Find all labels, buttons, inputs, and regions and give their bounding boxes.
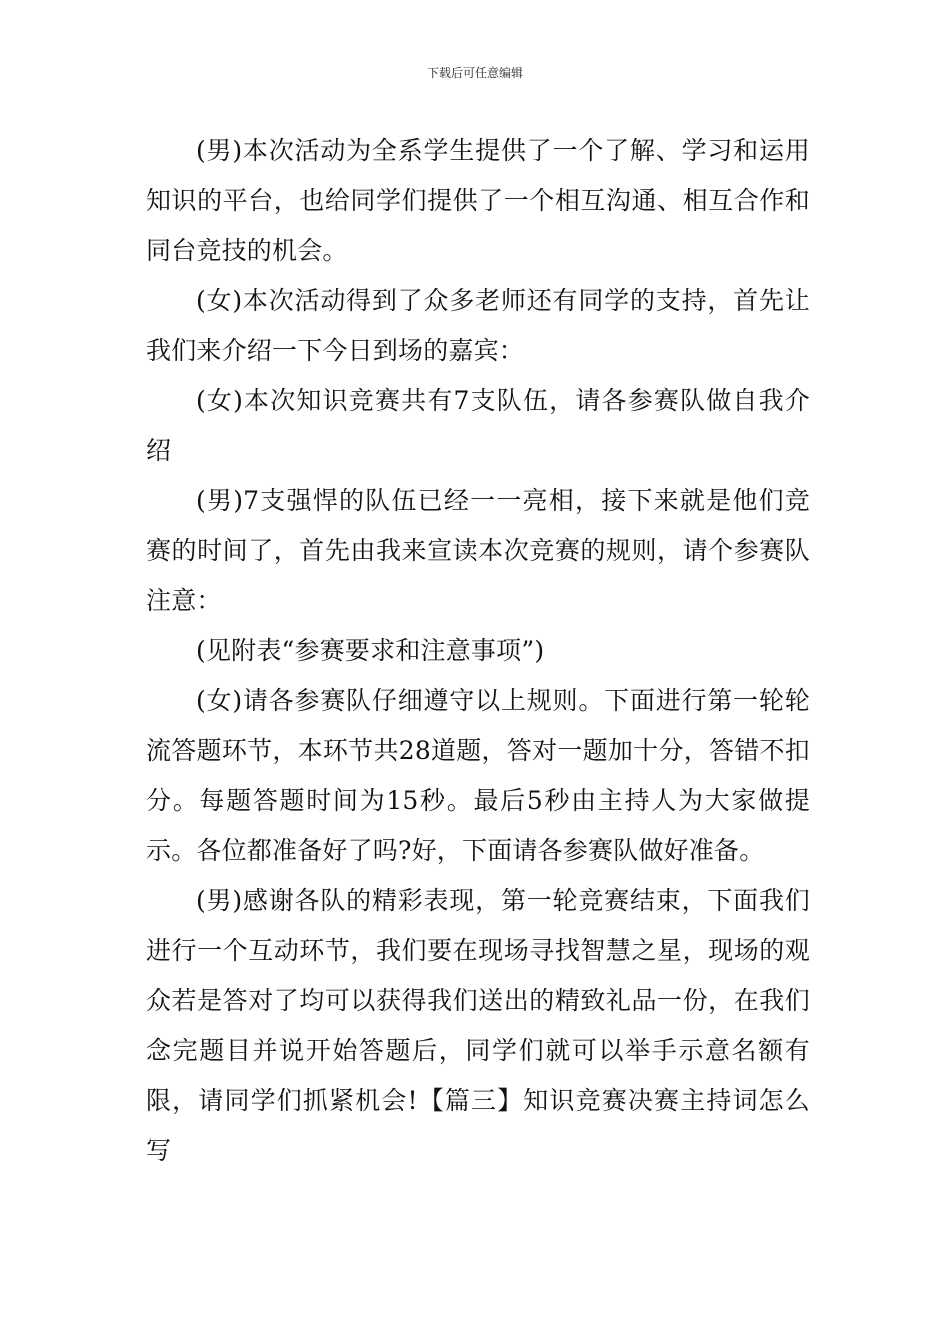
document-body xyxy=(146,126,810,1176)
paragraph-3: (女)本次知识竞赛共有7支队伍，请各参赛队做自我介绍 xyxy=(146,386,810,465)
paragraph-4: (男)7支强悍的队伍已经一一亮相，接下来就是他们竞赛的时间了，首先由我来宣读本次竞赛的规则，请个参赛队注意： xyxy=(146,486,810,615)
paragraph-5: (见附表“参赛要求和注意事项”) xyxy=(196,636,545,665)
paragraph-2: (女)本次活动得到了众多老师还有同学的支持，首先让我们来介绍一下今日到场的嘉宾： xyxy=(146,286,810,365)
page-header: 下载后可任意编辑 xyxy=(426,66,523,80)
paragraph-1: (男)本次活动为全系学生提供了一个了解、学习和运用知识的平台，也给同学们提供了一个相互沟通、相互合作和同台竞技的机会。 xyxy=(146,136,810,265)
paragraph-7: (男)感谢各队的精彩表现，第一轮竞赛结束，下面我们进行一个互动环节，我们要在现场寻找智慧之星，现场的观众若是答对了均可以获得我们送出的精致礼品一份，在我们念完题目并说开始答题后，同学们就可以举手示意名额有限，请同学们抓紧机会!【篇三】知识竞赛决赛主持词怎么写 xyxy=(146,886,810,1165)
paragraph-6: (女)请各参赛队仔细遵守以上规则。下面进行第一轮轮流答题环节，本环节共28道题，答对一题加十分，答错不扣分。每题答题时间为15秒。最后5秒由主持人为大家做提示。各位都准备好了吗?好，下面请各参赛队做好准备。 xyxy=(146,686,810,865)
